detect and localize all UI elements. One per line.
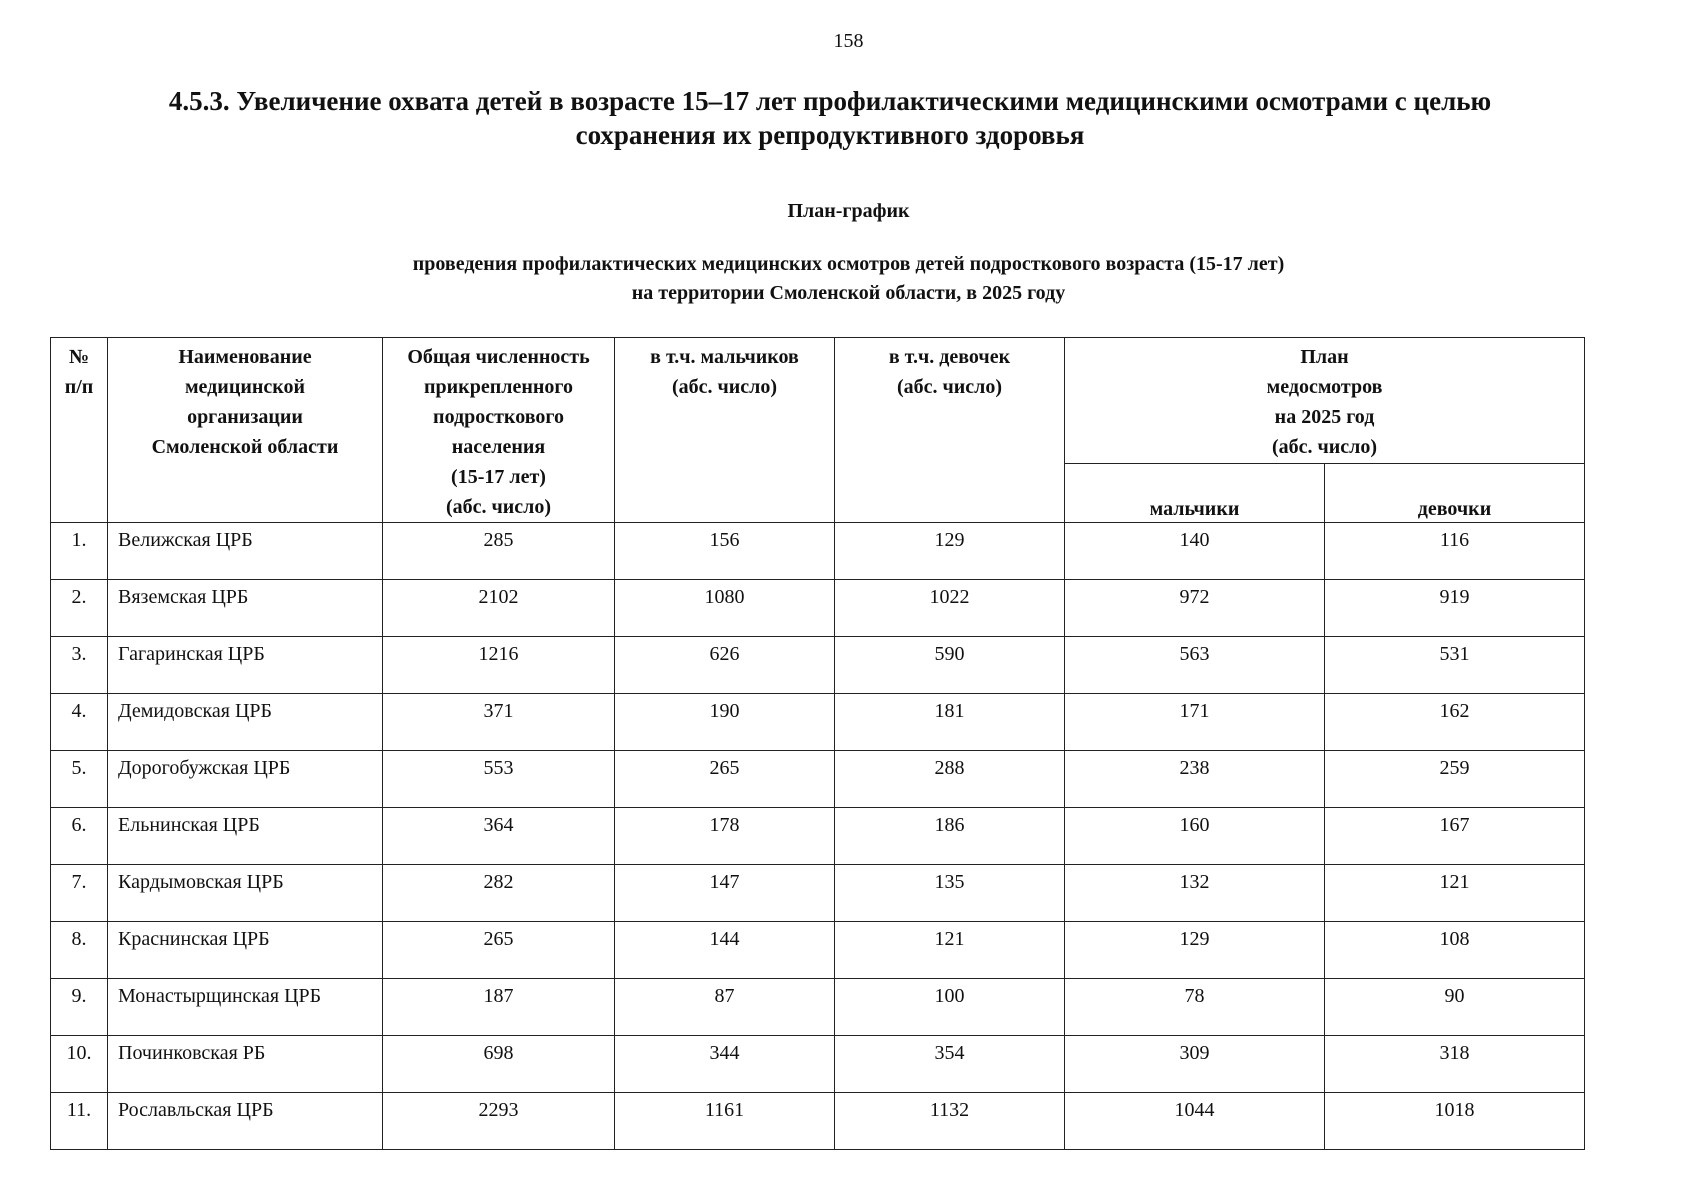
section-title-line2: сохранения их репродуктивного здоровья (575, 120, 1085, 150)
cell-boys: 265 (615, 751, 835, 808)
cell-girls: 135 (835, 865, 1065, 922)
cell-plan-boys: 78 (1065, 979, 1325, 1036)
header-plan-girls: девочки (1325, 463, 1585, 522)
header-org: Наименование медицинской организации Смоленской области (108, 338, 383, 523)
table-row (51, 694, 1585, 751)
table-row (51, 580, 1585, 637)
table-body (51, 523, 1585, 1150)
cell-num: 2. (51, 580, 108, 637)
table-header-row (51, 338, 1585, 464)
table-row (51, 808, 1585, 865)
cell-total: 553 (383, 751, 615, 808)
table-row (51, 637, 1585, 694)
cell-num: 1. (51, 523, 108, 580)
cell-plan-boys: 160 (1065, 808, 1325, 865)
cell-plan-boys: 132 (1065, 865, 1325, 922)
cell-org: Велижская ЦРБ (108, 523, 383, 580)
cell-total: 282 (383, 865, 615, 922)
cell-plan-boys: 129 (1065, 922, 1325, 979)
cell-boys: 1080 (615, 580, 835, 637)
cell-org: Ельнинская ЦРБ (108, 808, 383, 865)
cell-girls: 121 (835, 922, 1065, 979)
medical-exam-table (50, 337, 1585, 1150)
header-plan: План медосмотров на 2025 год (абс. число) (1065, 338, 1585, 464)
cell-num: 10. (51, 1036, 108, 1093)
cell-girls: 100 (835, 979, 1065, 1036)
cell-girls: 1022 (835, 580, 1065, 637)
cell-total: 2102 (383, 580, 615, 637)
cell-total: 265 (383, 922, 615, 979)
cell-total: 1216 (383, 637, 615, 694)
cell-total: 2293 (383, 1093, 615, 1150)
cell-plan-girls: 1018 (1325, 1093, 1585, 1150)
cell-boys: 156 (615, 523, 835, 580)
cell-girls: 354 (835, 1036, 1065, 1093)
page-number: 158 (833, 30, 864, 52)
cell-total: 371 (383, 694, 615, 751)
cell-plan-boys: 171 (1065, 694, 1325, 751)
cell-org: Вяземская ЦРБ (108, 580, 383, 637)
cell-boys: 190 (615, 694, 835, 751)
section-title (100, 84, 1560, 152)
cell-plan-girls: 162 (1325, 694, 1585, 751)
cell-num: 6. (51, 808, 108, 865)
cell-plan-girls: 259 (1325, 751, 1585, 808)
cell-boys: 178 (615, 808, 835, 865)
cell-plan-girls: 919 (1325, 580, 1585, 637)
cell-girls: 1132 (835, 1093, 1065, 1150)
cell-plan-girls: 121 (1325, 865, 1585, 922)
cell-boys: 147 (615, 865, 835, 922)
cell-plan-girls: 90 (1325, 979, 1585, 1036)
cell-boys: 626 (615, 637, 835, 694)
cell-num: 4. (51, 694, 108, 751)
cell-boys: 87 (615, 979, 835, 1036)
cell-org: Демидовская ЦРБ (108, 694, 383, 751)
cell-num: 9. (51, 979, 108, 1036)
cell-num: 5. (51, 751, 108, 808)
cell-num: 8. (51, 922, 108, 979)
cell-plan-girls: 116 (1325, 523, 1585, 580)
cell-plan-boys: 563 (1065, 637, 1325, 694)
plan-subtitle-line2: на территории Смоленской области, в 2025 году (631, 282, 1066, 304)
cell-boys: 1161 (615, 1093, 835, 1150)
header-boys: в т.ч. мальчиков (абс. число) (615, 338, 835, 523)
header-num: № п/п (51, 338, 108, 523)
cell-org: Рославльская ЦРБ (108, 1093, 383, 1150)
cell-girls: 288 (835, 751, 1065, 808)
cell-num: 11. (51, 1093, 108, 1150)
cell-girls: 129 (835, 523, 1065, 580)
table-row (51, 865, 1585, 922)
cell-plan-boys: 309 (1065, 1036, 1325, 1093)
cell-girls: 181 (835, 694, 1065, 751)
table-row (51, 1036, 1585, 1093)
cell-plan-girls: 167 (1325, 808, 1585, 865)
table-row (51, 751, 1585, 808)
cell-org: Кардымовская ЦРБ (108, 865, 383, 922)
table-row (51, 1093, 1585, 1150)
cell-total: 285 (383, 523, 615, 580)
cell-plan-boys: 972 (1065, 580, 1325, 637)
cell-boys: 344 (615, 1036, 835, 1093)
section-title-line1: 4.5.3. Увеличение охвата детей в возрасте 15–17 лет профилактическими медицинскими осмотрами с целью (168, 86, 1492, 116)
cell-total: 364 (383, 808, 615, 865)
table-row (51, 523, 1585, 580)
cell-plan-boys: 1044 (1065, 1093, 1325, 1150)
table-row (51, 922, 1585, 979)
cell-org: Гагаринская ЦРБ (108, 637, 383, 694)
plan-subtitle (0, 250, 1697, 308)
cell-plan-girls: 531 (1325, 637, 1585, 694)
header-girls: в т.ч. девочек (абс. число) (835, 338, 1065, 523)
cell-org: Починковская РБ (108, 1036, 383, 1093)
cell-boys: 144 (615, 922, 835, 979)
cell-total: 698 (383, 1036, 615, 1093)
cell-org: Краснинская ЦРБ (108, 922, 383, 979)
cell-plan-boys: 140 (1065, 523, 1325, 580)
header-plan-boys: мальчики (1065, 463, 1325, 522)
cell-plan-girls: 108 (1325, 922, 1585, 979)
plan-subtitle-line1: проведения профилактических медицинских осмотров детей подросткового возраста (15-17 лет) (412, 253, 1285, 275)
cell-plan-boys: 238 (1065, 751, 1325, 808)
cell-num: 3. (51, 637, 108, 694)
table-row (51, 979, 1585, 1036)
plan-title: План-график (787, 200, 910, 222)
header-total: Общая численность прикрепленного подросткового населения (15-17 лет) (абс. число) (383, 338, 615, 523)
cell-plan-girls: 318 (1325, 1036, 1585, 1093)
cell-num: 7. (51, 865, 108, 922)
cell-girls: 186 (835, 808, 1065, 865)
cell-org: Дорогобужская ЦРБ (108, 751, 383, 808)
cell-total: 187 (383, 979, 615, 1036)
cell-org: Монастырщинская ЦРБ (108, 979, 383, 1036)
cell-girls: 590 (835, 637, 1065, 694)
